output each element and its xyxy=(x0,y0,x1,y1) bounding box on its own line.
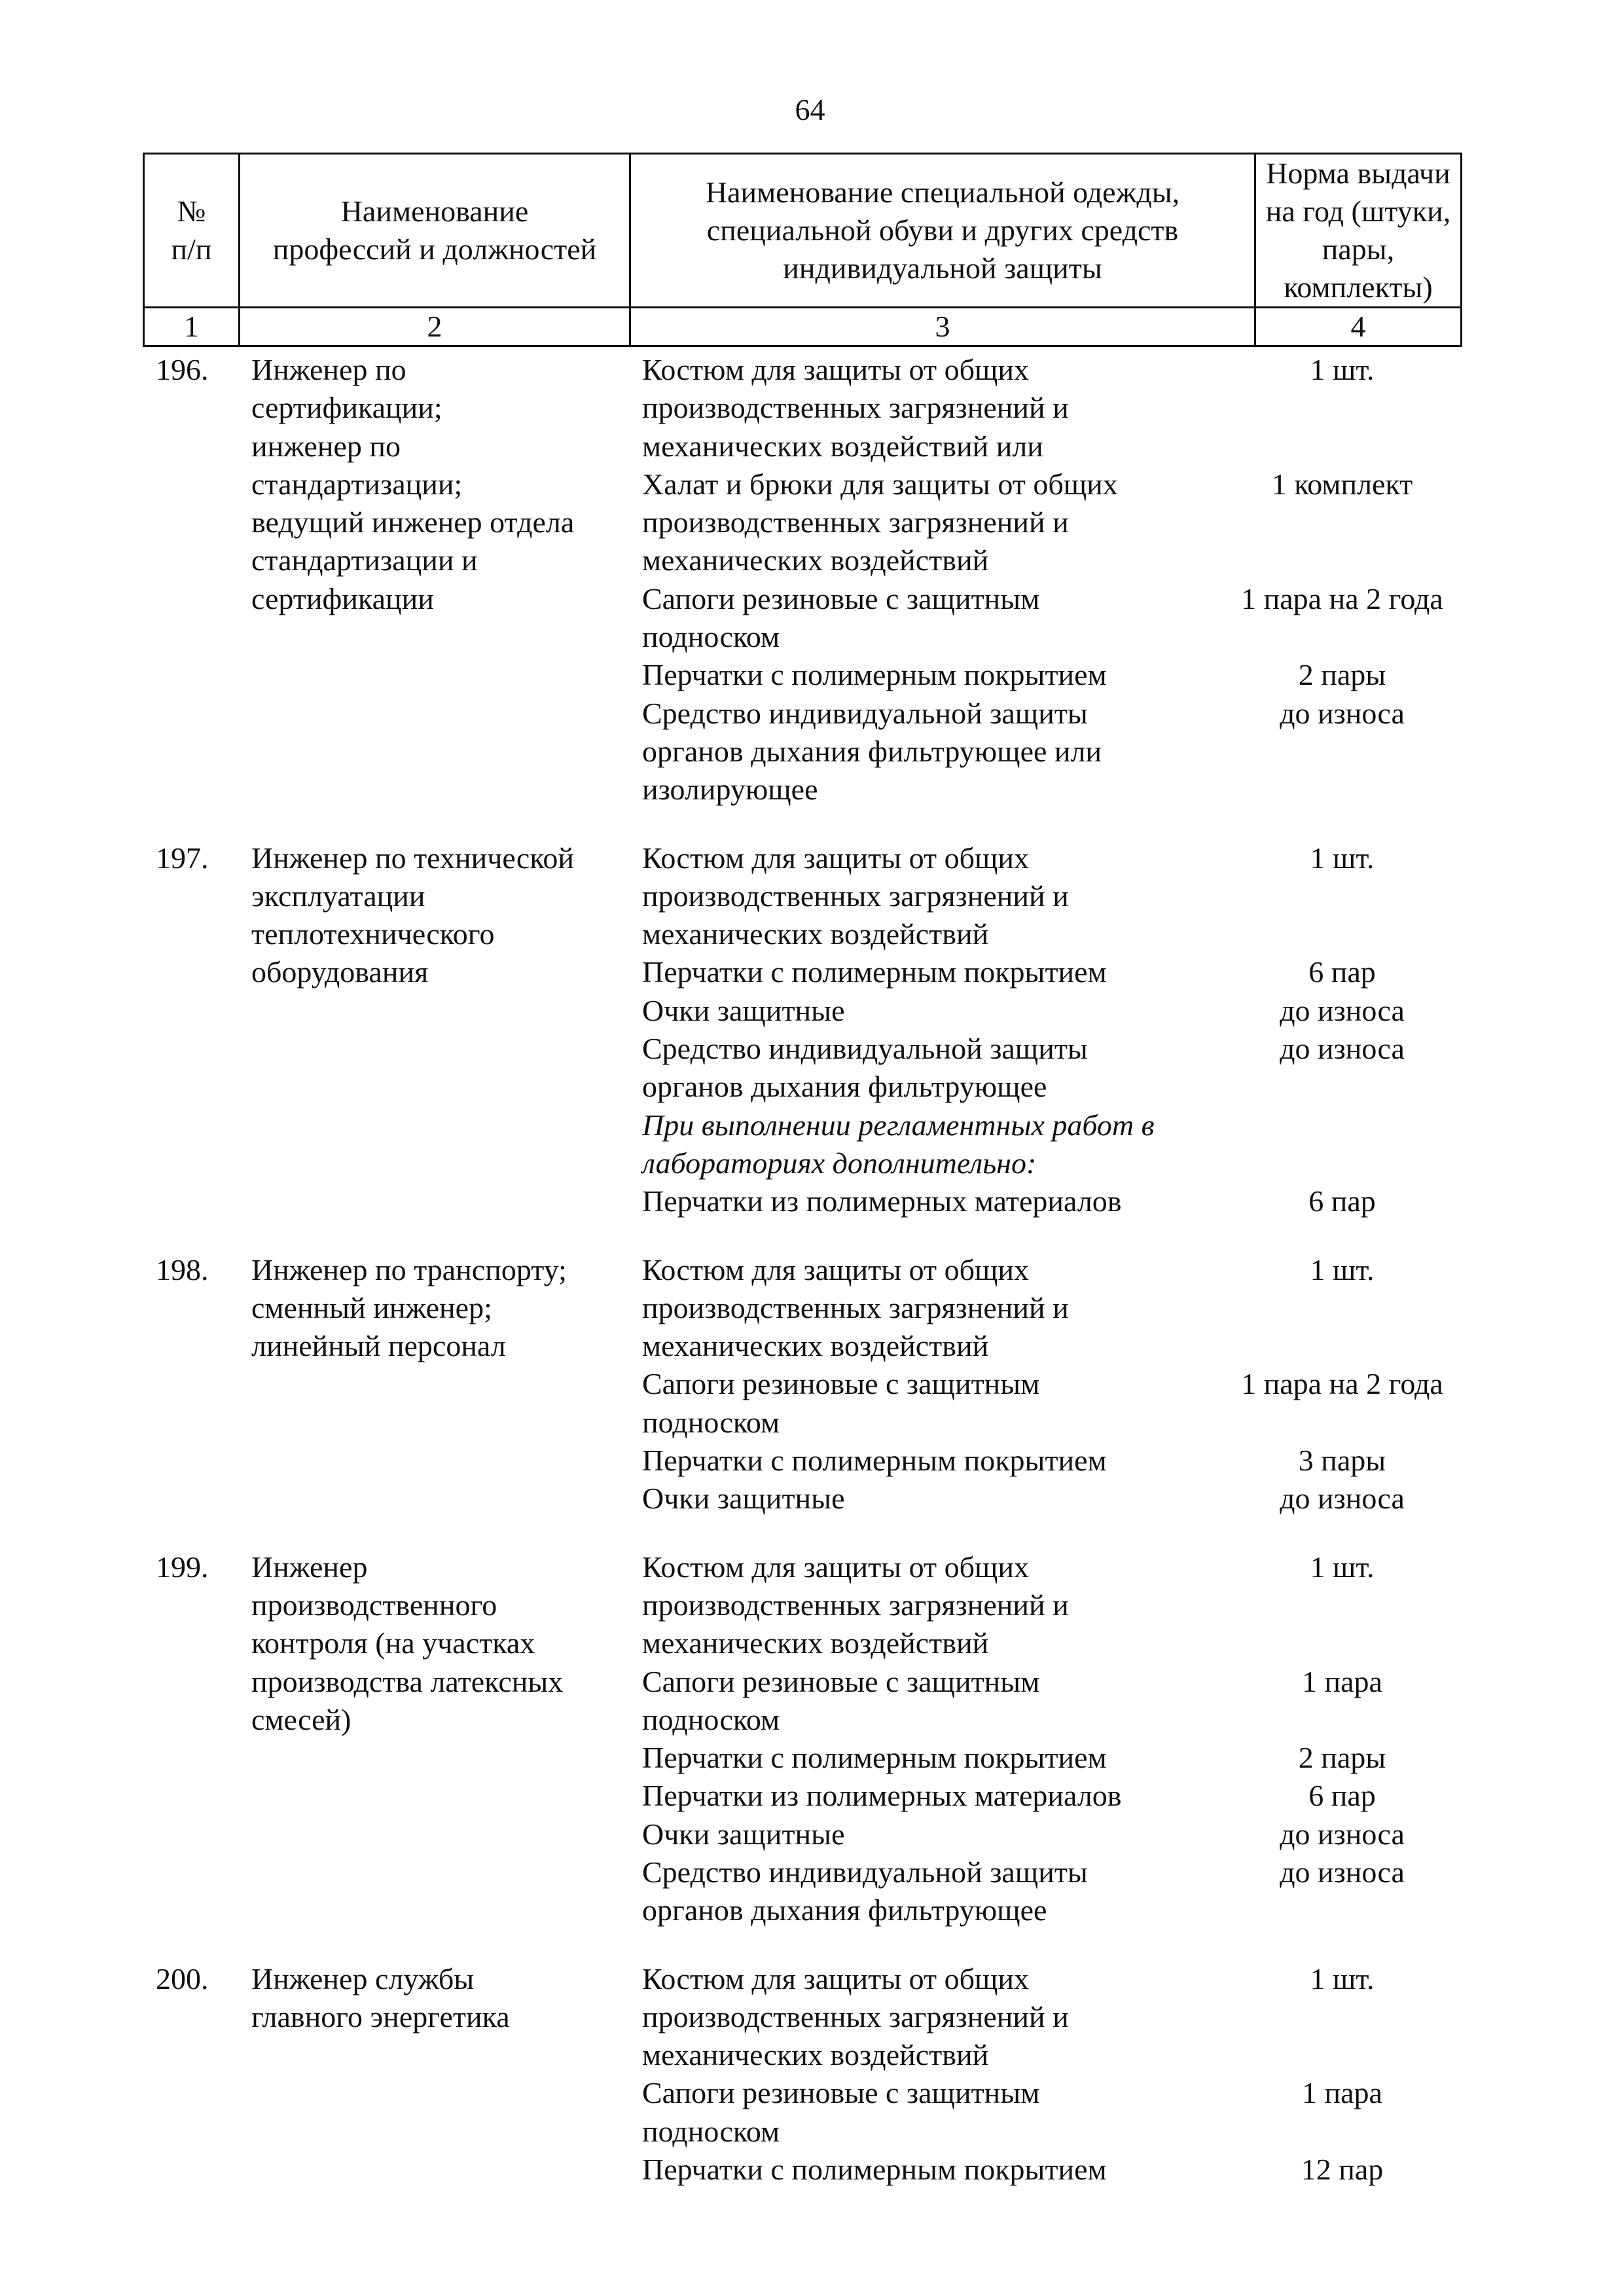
list-item xyxy=(620,580,1460,657)
entry-profession: Инженер по сертификации; инженер по стандартизации; ведущий инженер отдела стандартизации и сертификации xyxy=(251,353,575,615)
list-item xyxy=(620,953,1460,991)
column-number-4: 4 xyxy=(1255,308,1462,346)
equipment-name: Перчатки с полимерным покрытием xyxy=(642,1444,1107,1478)
column-number-2: 2 xyxy=(240,308,630,346)
table-row xyxy=(143,1548,1460,1930)
issue-norm: до износа xyxy=(1280,696,1405,730)
equipment-name: Средство индивидуальной защиты органов дыхания фильтрующее xyxy=(642,1032,1088,1104)
issue-norm: 1 пара на 2 года xyxy=(1241,581,1443,615)
issue-norm xyxy=(1224,1106,1460,1183)
equipment-name: Сапоги резиновые с защитным подноском xyxy=(642,1367,1040,1439)
list-item xyxy=(620,1365,1460,1442)
issue-norm: 2 пары xyxy=(1298,658,1386,692)
equipment-name: Перчатки с полимерным покрытием xyxy=(642,955,1107,989)
equipment-name: Очки защитные xyxy=(642,993,845,1027)
list-item xyxy=(620,656,1460,694)
issue-norm: до износа xyxy=(1280,1817,1405,1851)
equipment-name: При выполнении регламентных работ в лабораториях дополнительно: xyxy=(642,1108,1155,1180)
list-item xyxy=(620,1853,1460,1930)
equipment-name: Перчатки из полимерных материалов xyxy=(642,1184,1122,1218)
equipment-name: Перчатки с полимерным покрытием xyxy=(642,658,1107,692)
equipment-name: Сапоги резиновые с защитным подноском xyxy=(642,2076,1040,2148)
issue-norm: 1 пара xyxy=(1302,2076,1382,2110)
equipment-name: Очки защитные xyxy=(642,1817,845,1851)
entry-number: 199. xyxy=(156,1550,209,1584)
issue-norm: 12 пар xyxy=(1301,2153,1384,2187)
entry-items xyxy=(620,351,1460,809)
column-number-row xyxy=(144,308,1462,346)
issue-norm: 1 шт. xyxy=(1310,1252,1375,1286)
issue-norm: 2 пары xyxy=(1298,1741,1386,1775)
equipment-name: Перчатки с полимерным покрытием xyxy=(642,2153,1107,2187)
entry-profession: Инженер по технической эксплуатации теплотехнического оборудования xyxy=(251,841,574,989)
issue-norm: 1 шт. xyxy=(1310,353,1375,386)
entry-number: 197. xyxy=(156,841,209,875)
equipment-name: Костюм для защиты от общих производственных загрязнений и механических воздействий xyxy=(642,1252,1069,1363)
issue-norm: 6 пар xyxy=(1308,1184,1376,1218)
equipment-name: Сапоги резиновые с защитным подноском xyxy=(642,581,1040,654)
list-item xyxy=(620,839,1460,954)
entry-number: 200. xyxy=(156,1961,209,1995)
list-item xyxy=(620,1548,1460,1663)
issue-norm: 1 пара на 2 года xyxy=(1241,1367,1443,1401)
header-cell-norm: Норма выдачи на год (штуки, пары, комплекты) xyxy=(1255,154,1462,308)
list-item xyxy=(620,1960,1460,2075)
column-number-1: 1 xyxy=(144,308,240,346)
equipment-name: Перчатки с полимерным покрытием xyxy=(642,1741,1107,1775)
equipment-name: Сапоги резиновые с защитным подноском xyxy=(642,1664,1040,1736)
list-item xyxy=(620,1442,1460,1480)
list-item xyxy=(620,351,1460,465)
equipment-name: Перчатки из полимерных материалов xyxy=(642,1779,1122,1813)
issue-norm: 1 пара xyxy=(1302,1664,1382,1698)
header-cell-equipment: Наименование специальной одежды, специальной обуви и других средств индивидуальной защиты xyxy=(630,154,1255,308)
equipment-name: Очки защитные xyxy=(642,1482,845,1516)
entry-items xyxy=(620,839,1460,1221)
list-item xyxy=(620,1251,1460,1366)
equipment-name: Костюм для защиты от общих производственных загрязнений и механических воздействий xyxy=(642,1550,1069,1660)
list-item xyxy=(620,1480,1460,1518)
equipment-name: Костюм для защиты от общих производственных загрязнений и механических воздействий xyxy=(642,841,1069,951)
table-row xyxy=(143,839,1460,1221)
equipment-name: Костюм для защиты от общих производственных загрязнений и механических воздействий или xyxy=(642,353,1069,463)
list-item xyxy=(620,2074,1460,2151)
entry-profession: Инженер службы главного энергетика xyxy=(251,1961,510,2033)
list-item xyxy=(620,1030,1460,1106)
entry-profession: Инженер по транспорту; сменный инженер; линейный персонал xyxy=(251,1252,567,1363)
entry-profession: Инженер производственного контроля (на участках производства латексных смесей) xyxy=(251,1550,564,1736)
issue-norm: 3 пары xyxy=(1298,1444,1386,1478)
table-row xyxy=(143,351,1460,809)
list-item xyxy=(620,2151,1460,2189)
page-number: 64 xyxy=(795,93,825,126)
header-row xyxy=(144,154,1462,308)
entry-number: 196. xyxy=(156,353,209,386)
table-row xyxy=(143,1960,1460,2189)
table-header xyxy=(143,153,1462,347)
list-item xyxy=(620,1815,1460,1853)
equipment-name: Халат и брюки для защиты от общих производственных загрязнений и механических воздействий xyxy=(642,467,1118,577)
table-row xyxy=(143,1251,1460,1518)
issue-norm: до износа xyxy=(1280,1032,1405,1066)
entry-items xyxy=(620,1251,1460,1518)
header-cell-profession: Наименование профессий и должностей xyxy=(240,154,630,308)
list-item xyxy=(620,695,1460,809)
issue-norm: 6 пар xyxy=(1308,955,1376,989)
list-item xyxy=(620,1106,1460,1183)
issue-norm: 1 комплект xyxy=(1271,467,1413,501)
issue-norm: 6 пар xyxy=(1308,1779,1376,1813)
list-item xyxy=(620,992,1460,1030)
list-item xyxy=(620,1777,1460,1815)
issue-norm: 1 шт. xyxy=(1310,1550,1375,1584)
equipment-name: Средство индивидуальной защиты органов дыхания фильтрующее или изолирующее xyxy=(642,696,1102,807)
entry-number: 198. xyxy=(156,1252,209,1286)
equipment-name: Средство индивидуальной защиты органов дыхания фильтрующее xyxy=(642,1855,1088,1927)
list-item xyxy=(620,1182,1460,1220)
entry-items xyxy=(620,1548,1460,1930)
issue-norm: 1 шт. xyxy=(1310,1961,1375,1995)
list-item xyxy=(620,1739,1460,1777)
issue-norm: до износа xyxy=(1280,1482,1405,1516)
entry-items xyxy=(620,1960,1460,2189)
column-number-3: 3 xyxy=(630,308,1255,346)
equipment-name: Костюм для защиты от общих производственных загрязнений и механических воздействий xyxy=(642,1961,1069,2072)
issue-norm: 1 шт. xyxy=(1310,841,1375,875)
issue-norm: до износа xyxy=(1280,993,1405,1027)
list-item xyxy=(620,465,1460,580)
issue-norm: до износа xyxy=(1280,1855,1405,1889)
entries-list xyxy=(143,351,1460,2219)
header-cell-number: № п/п xyxy=(144,154,240,308)
list-item xyxy=(620,1663,1460,1740)
